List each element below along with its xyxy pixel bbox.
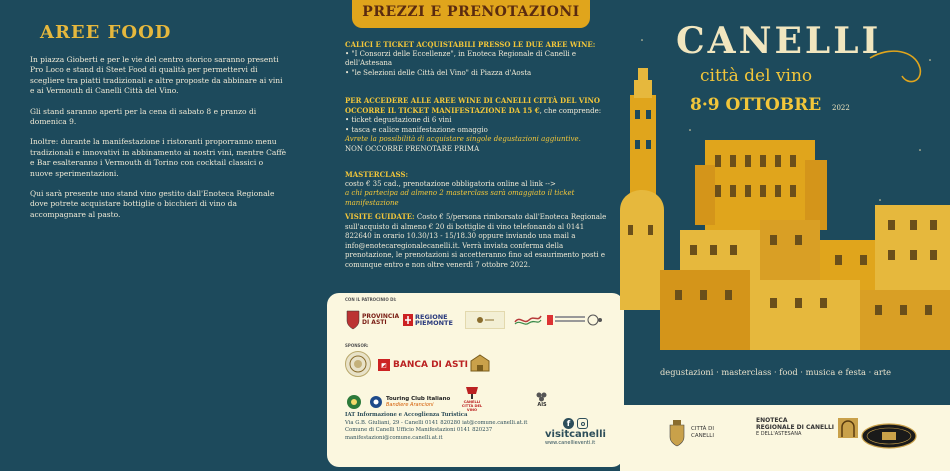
accesso-item: • ticket degustazione di 6 vini — [345, 116, 452, 125]
social-site[interactable]: www.canellieventi.it — [545, 440, 596, 446]
visite-text: Costo € 5/persona rimborsato dall'Enoteca Regionale sull'acquisto di almeno € 20 di bottiglie di vino telefonando al 0141 822640 in orario 10.30/13 - 15/18.30 oppure inviando una mail a info@enotecaregionalecanelli.it. Verrà inviata conferma della prenotazione, le prenotazioni si accetteranno fino ad esaurimento posti e comunque entro e non oltre venerdì 7 ottobre 2022. — [345, 213, 607, 269]
calici-item: • "le Selezioni delle Città del Vino" di Piazza d'Aosta — [345, 68, 532, 77]
citta-canelli-logo: CITTÀ DI CANELLI — [668, 419, 731, 447]
masterclass-text: costo € 35 cad., prenotazione obbligatoria online al link --> — [345, 179, 556, 188]
accesso-subheading: OCCORRE IL TICKET MANIFESTAZIONE DA 15 €, che comprende: — [345, 105, 602, 115]
contact-comune: Comune di Canelli Ufficio Manifestazioni 0141 820237 — [345, 427, 493, 434]
calici-item: • "I Consorzi delle Eccellenze", in Enoteca Regionale di Canelli e dell'Astesana — [345, 49, 577, 68]
provincia-asti-logo: PROVINCIA DI ASTI — [345, 307, 393, 333]
green-circle-icon — [346, 394, 362, 410]
accesso-item: • tasca e calice manifestazione omaggio — [345, 125, 488, 134]
facebook-icon[interactable]: f — [563, 418, 574, 429]
banca-mark-icon: ◩ — [378, 359, 390, 371]
ais-logo: AIS — [525, 389, 559, 409]
aree-food-title: AREE FOOD — [40, 22, 172, 43]
wine-glass-icon — [462, 386, 482, 400]
sponsor-label: SPONSOR: — [345, 343, 369, 348]
patrocinio-logo-4 — [513, 311, 543, 329]
prezzi-tab-title: PREZZI E PRENOTAZIONI — [352, 0, 590, 28]
patrocinio-logo-5 — [547, 313, 602, 327]
contact-email: manifestazioni@comune.canelli.at.it — [345, 434, 443, 441]
cover-activities: degustazioni · masterclass · food · musica e festa · arte — [660, 367, 892, 377]
provincia-shield-icon — [346, 310, 360, 330]
wave-logo-icon — [514, 314, 542, 326]
aree-food-paragraph-3: Inoltre: durante la manifestazione i ristoranti proporranno menu tradizionali e innovativi in abbinamento ai nostri vini, mentre Caffè e Bar esalteranno i Vermouth di Torino con cocktail classici o nuove sperimentazioni. — [30, 137, 287, 178]
canelli-crest-icon — [668, 419, 686, 447]
seal-icon — [349, 355, 367, 373]
touring-wheel-icon — [369, 395, 383, 409]
aree-food-paragraph-2: Gli stand saranno aperti per la cena di sabato 8 e pranzo di domenica 9. — [30, 106, 257, 127]
calici-section — [345, 40, 607, 78]
social-handle[interactable]: visitcanelli — [545, 429, 606, 440]
aree-food-paragraph-4: Qui sarà presente uno stand vino gestito dall'Enoteca Regionale dove potrete acquistare bottiglie o bicchieri di vino da accompagnare al pasto. — [30, 189, 275, 219]
calici-heading: CALICI E TICKET ACQUISTABILI PRESSO LE DUE AREE WINE: — [345, 40, 596, 49]
cover-dates: 8·9 OTTOBRE — [690, 95, 822, 115]
accesso-section — [345, 96, 607, 155]
oval-emblem-icon — [860, 423, 918, 449]
regione-piemonte-logo: REGIONE PIEMONTE — [402, 310, 458, 330]
enoteca-arch-icon — [837, 417, 859, 439]
accesso-note: Avrete la possibilità di acquistare singole degustazioni aggiuntive. — [345, 135, 581, 144]
touring-club-logo: Touring Club Italiano Bandiere Arancioni — [369, 393, 459, 411]
contact-iat: IAT Informazione e Accoglienza Turistica — [345, 412, 468, 418]
regione-flag-icon — [403, 314, 413, 326]
accesso-heading: PER ACCEDERE ALLE AREE WINE DI CANELLI CITTÀ DEL VINO — [345, 96, 601, 105]
masterclass-section — [345, 170, 607, 208]
cover-year: 2022 — [832, 104, 850, 112]
aree-food-paragraph-1: In piazza Gioberti e per le vie del centro storico saranno presenti Pro Loco e stand di Steet Food di qualità per permettervi di scegliere tra piatti tradizionali e altre proposte da abbinare ai vini e ai Vermouth di Canelli Città del Vino. — [30, 55, 283, 96]
masterclass-heading: MASTERCLASS: — [345, 170, 409, 179]
visite-heading: VISITE GUIDATE: — [345, 212, 415, 221]
contact-info — [345, 412, 535, 442]
enoteca-regionale-logo: ENOTECA REGIONALE DI CANELLI E DELL'ASTESANA — [756, 417, 859, 439]
contact-address: Via G.B. Giuliani, 29 - Canelli 0141 820280 iat@comune.canelli.at.it — [345, 419, 528, 426]
oval-emblem-logo — [860, 423, 918, 453]
sponsor-crest-logo — [467, 351, 493, 377]
banca-asti-logo: ◩ BANCA DI ASTI — [377, 357, 469, 373]
aree-food-panel — [0, 0, 310, 471]
patrocinio-logo-3 — [465, 311, 505, 329]
cover-title: CANELLI — [676, 20, 882, 62]
bottom-logos-bar — [620, 405, 950, 471]
social-block — [545, 418, 606, 446]
sponsor-seal-logo — [345, 351, 371, 377]
crest-icon — [469, 353, 491, 375]
unesco-logo-icon — [547, 313, 602, 327]
masterclass-note: a chi partecipa ad almeno 2 masterclass sarà omaggiato il ticket manifestazione — [345, 189, 575, 207]
instagram-icon[interactable] — [577, 418, 588, 429]
cover-subtitle: città del vino — [700, 66, 813, 86]
cover-panel — [620, 0, 950, 471]
patrocinio-label: CON IL PATROCINIO DI: — [345, 297, 397, 302]
canelli-citta-vino-logo: CANELLI CITTÀ DEL VINO — [459, 383, 485, 415]
ais-grape-icon — [534, 390, 550, 402]
sponsor-circle-logo — [345, 393, 363, 411]
grape-logo-icon — [475, 315, 495, 325]
visite-section — [345, 212, 607, 271]
accesso-no-booking: NON OCCORRE PRENOTARE PRIMA — [345, 144, 480, 153]
